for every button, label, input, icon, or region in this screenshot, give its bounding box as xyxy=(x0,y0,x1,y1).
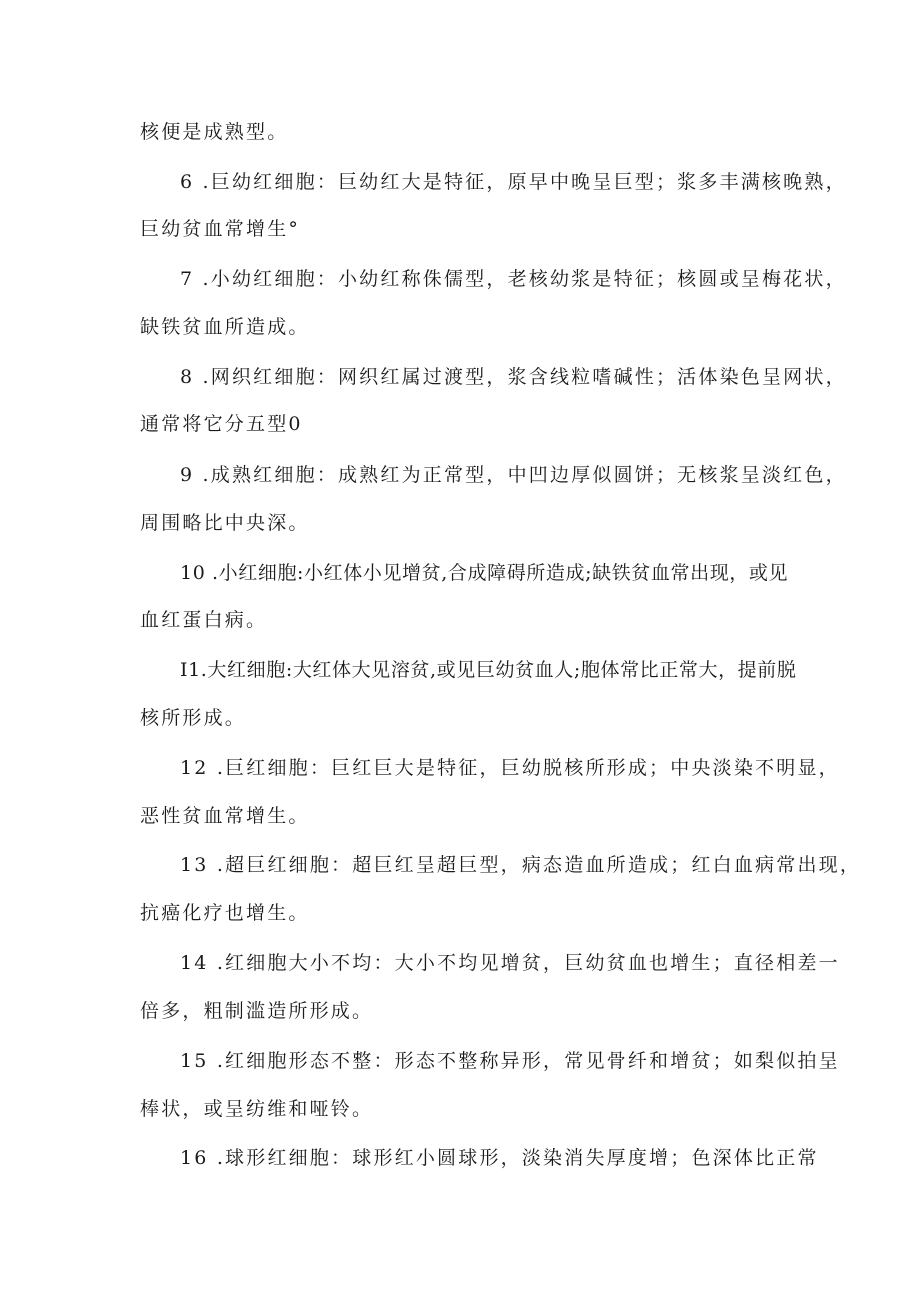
paragraph-7-line-1: 7 .小幼红细胞：小幼红称侏儒型，老核幼浆是特征；核圆或呈梅花状， xyxy=(180,268,847,290)
paragraph-14-line-1: 14 .红细胞大小不均：大小不均见增贫，巨幼贫血也增生；直径相差一 xyxy=(180,952,840,974)
paragraph-7-line-2: 缺铁贫血所造成。 xyxy=(140,316,310,338)
paragraph-8-line-1: 8 .网织红细胞：网织红属过渡型，浆含线粒嗜碱性；活体染色呈网状， xyxy=(180,366,847,388)
paragraph-8-line-2: 通常将它分五型0 xyxy=(140,413,303,435)
paragraph-15-line-1: 15 .红细胞形态不整：形态不整称异形，常见骨纤和增贫；如梨似拍呈 xyxy=(180,1050,840,1072)
text-line: 核便是成熟型。 xyxy=(140,121,289,143)
paragraph-13-line-2: 抗癌化疗也增生。 xyxy=(140,902,310,924)
paragraph-9-line-1: 9 .成熟红细胞：成熟红为正常型，中凹边厚似圆饼；无核浆呈淡红色， xyxy=(180,464,847,486)
paragraph-6-line-1: 6 .巨幼红细胞：巨幼红大是特征，原早中晚呈巨型；浆多丰满核晚熟， xyxy=(180,171,847,193)
paragraph-11-line-1: I1.大红细胞:大红体大见溶贫,或见巨幼贫血人;胞体常比正常大，提前脱 xyxy=(180,659,797,681)
paragraph-10-line-2: 血红蛋白病。 xyxy=(140,609,268,631)
paragraph-14-line-2: 倍多，粗制滥造所形成。 xyxy=(140,1000,374,1022)
paragraph-6-line-2: 巨幼贫血常增生° xyxy=(140,218,301,240)
paragraph-15-line-2: 棒状，或呈纺维和哑铃。 xyxy=(140,1098,374,1120)
paragraph-12-line-1: 12 .巨红细胞：巨红巨大是特征，巨幼脱核所形成；中央淡染不明显， xyxy=(180,757,840,779)
paragraph-13-line-1: 13 .超巨红细胞：超巨红呈超巨型，病态造血所造成；红白血病常出现， xyxy=(180,854,862,876)
paragraph-9-line-2: 周围略比中央深。 xyxy=(140,512,310,534)
paragraph-11-line-2: 核所形成。 xyxy=(140,707,247,729)
paragraph-16-line-1: 16 .球形红细胞：球形红小圆球形，淡染消失厚度增；色深体比正常 xyxy=(180,1147,819,1169)
paragraph-12-line-2: 恶性贫血常增生。 xyxy=(140,805,310,827)
paragraph-10-line-1: 10 .小红细胞:小红体小见增贫,合成障碍所造成;缺铁贫血常出现，或见 xyxy=(180,562,789,584)
